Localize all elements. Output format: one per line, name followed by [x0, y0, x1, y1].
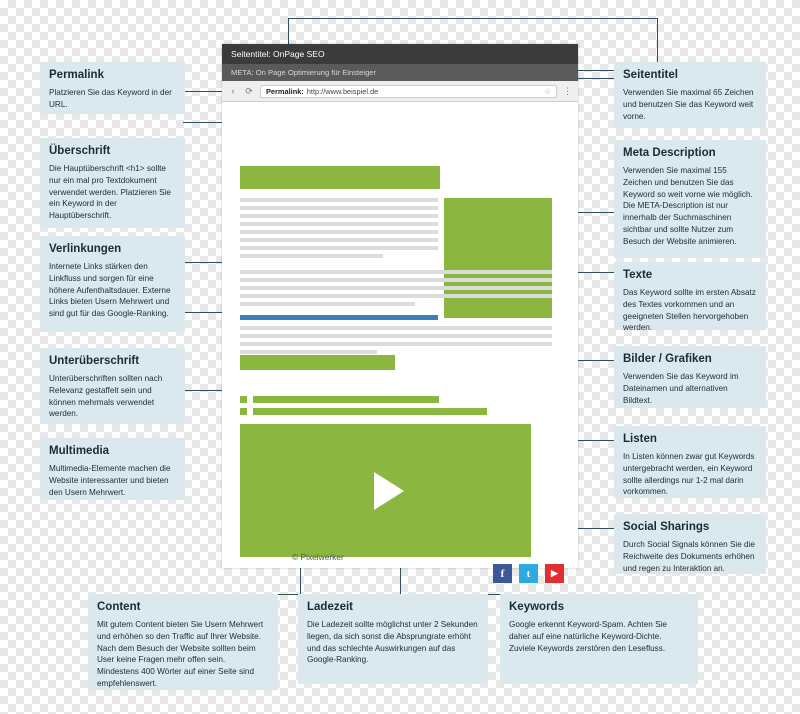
annotation-permalink-body: Platzieren Sie das Keyword in der URL. [49, 87, 172, 109]
browser-url-bar [222, 81, 578, 102]
annotation-bilder-grafiken-title: Bilder / Grafiken [623, 353, 712, 365]
annotation-meta-description [614, 140, 766, 258]
paragraph-block-3 [240, 326, 552, 358]
annotation-content-title: Content [97, 601, 141, 613]
bullet-icon [240, 408, 247, 415]
annotation-ladezeit-title: Ladezeit [307, 601, 354, 613]
annotation-permalink [40, 62, 185, 114]
connector-permalink-vertical-top [288, 18, 289, 44]
permalink-label: Permalink: [266, 86, 304, 96]
reload-icon[interactable]: ⟳ [245, 85, 253, 96]
h1-heading-block [240, 166, 440, 189]
annotation-unterueberschrift [40, 348, 185, 424]
annotation-texte [614, 262, 766, 333]
annotation-unterueberschrift-body: Unterüberschriften sollten nach Relevanz gestaffelt sein und können mehrmals verwendet werden. [49, 373, 163, 419]
annotation-bilder-grafiken [614, 346, 766, 408]
annotation-seitentitel-body: Verwenden Sie maximal 65 Zeichen und benutzen Sie das Keyword weit vorne. [623, 87, 754, 121]
page-content [222, 102, 578, 580]
annotation-ueberschrift [40, 138, 185, 228]
annotation-verlinkungen-body: Internete Links stärken den Linkfluss und sorgen für eine höhere Aufenthaltsdauer. Externe Links bieten Usern Mehrwert und sind gut für das Google-Ranking. [49, 261, 171, 319]
annotation-bilder-grafiken-body: Verwenden Sie das Keyword im Dateinamen und alternativen Bildtext. [623, 371, 739, 405]
annotation-keywords-title: Keywords [509, 601, 564, 613]
twitter-icon[interactable]: t [519, 564, 538, 583]
annotation-ladezeit-body: Die Ladezeit sollte möglichst unter 2 Sekunden liegen, da sich sonst die Absprungrate erhöht und das schlechte Auswirkungen auf das Google-Ranking. [307, 619, 478, 665]
annotation-multimedia-title: Multimedia [49, 445, 110, 457]
connector-ladezeit-v [400, 568, 401, 594]
connector-social-h [578, 528, 614, 529]
h2-subheading-block [240, 355, 395, 370]
annotation-meta-description-title: Meta Description [623, 147, 716, 159]
meta-description-text: META: On Page Optimierung für Einsteiger [231, 68, 377, 77]
annotation-permalink-title: Permalink [49, 69, 104, 81]
annotation-social-sharings-body: Durch Social Signals können Sie die Reichweite des Dokuments erhöhen und regen zu Interaktion an. [623, 539, 755, 573]
annotation-social-sharings-title: Social Sharings [623, 521, 710, 533]
bullet-icon [240, 396, 247, 403]
connector-seitentitel-h [578, 70, 614, 71]
paragraph-block-2 [240, 270, 552, 310]
url-value: http://www.beispiel.de [306, 86, 379, 96]
menu-icon[interactable]: ⋮ [563, 85, 572, 96]
bookmark-star-icon[interactable]: ☆ [543, 86, 551, 96]
video-player-block[interactable] [240, 424, 531, 557]
annotation-verlinkungen [40, 236, 185, 332]
annotation-social-sharings [614, 514, 766, 574]
browser-title-bar [222, 44, 578, 64]
browser-mockup [222, 44, 578, 580]
annotation-multimedia [40, 438, 185, 500]
annotation-verlinkungen-title: Verlinkungen [49, 243, 122, 255]
annotation-keywords [500, 594, 698, 684]
annotation-content-body: Mit gutem Content bieten Sie Usern Mehrwert und erhöhen so den Traffic auf Ihrer Website. Nach dem Besuch der Website sollten beim User keine Fragen mehr offen sein. Mindestens 400 Wörter auf einer Seite sind empfehlenswert. [97, 619, 264, 689]
social-sharing-buttons [493, 564, 564, 583]
page-title: Seitentitel: OnPage SEO [231, 49, 325, 59]
annotation-ueberschrift-body: Die Hauptüberschrift <h1> sollte nur ein mal pro Textdokument verwendet werden. Platzieren Sie ein Keyword in der Hauptüberschrift. [49, 163, 171, 221]
play-icon[interactable] [374, 472, 404, 510]
annotation-listen-body: In Listen können zwar gut Keywords untergebracht werden, ein Keyword sollte allerdings nur 1-2 mal darin vorkommen. [623, 451, 755, 497]
annotation-keywords-body: Google erkennt Keyword-Spam. Achten Sie daher auf eine natürliche Keyword-Dichte. Zuviele Keywords zerstören den Lesefluss. [509, 619, 667, 653]
annotation-unterueberschrift-title: Unterüberschrift [49, 355, 140, 367]
annotation-ladezeit [298, 594, 488, 684]
annotation-texte-body: Das Keyword sollte im ersten Absatz des Textes vorkommen und an geeigneten Stellen hervorgehoben werden. [623, 287, 756, 333]
internal-link-block[interactable] [240, 315, 438, 320]
annotation-content [88, 594, 278, 690]
annotation-seitentitel-title: Seitentitel [623, 69, 678, 81]
connector-meta [578, 78, 614, 79]
list-item [240, 408, 552, 415]
annotation-listen-title: Listen [623, 433, 657, 445]
annotation-multimedia-body: Multimedia-Elemente machen die Website interessanter und bieten den Usern Mehrwert. [49, 463, 171, 497]
meta-description-bar [222, 64, 578, 81]
copyright-text: © Pixelwerker [292, 552, 344, 562]
youtube-icon[interactable]: ▶ [545, 564, 564, 583]
connector-content-v [300, 568, 301, 594]
annotation-texte-title: Texte [623, 269, 653, 281]
list-item [240, 396, 552, 403]
list-block [240, 396, 552, 420]
annotation-meta-description-body: Verwenden Sie maximal 155 Zeichen und benutzen Sie das Keyword so weit vorne wie möglich. Die META-Description ist nur innerhalb der Suchmaschinen sichtbar und sollte Nutzer zum Besuch der Website animieren. [623, 165, 753, 247]
url-input[interactable] [260, 85, 557, 98]
paragraph-block-1 [240, 198, 438, 262]
annotation-seitentitel [614, 62, 766, 128]
annotation-ueberschrift-title: Überschrift [49, 145, 111, 157]
annotation-listen [614, 426, 766, 498]
connector-top-horizontal [288, 18, 658, 19]
back-icon[interactable]: ‹ [231, 85, 235, 96]
facebook-icon[interactable]: f [493, 564, 512, 583]
